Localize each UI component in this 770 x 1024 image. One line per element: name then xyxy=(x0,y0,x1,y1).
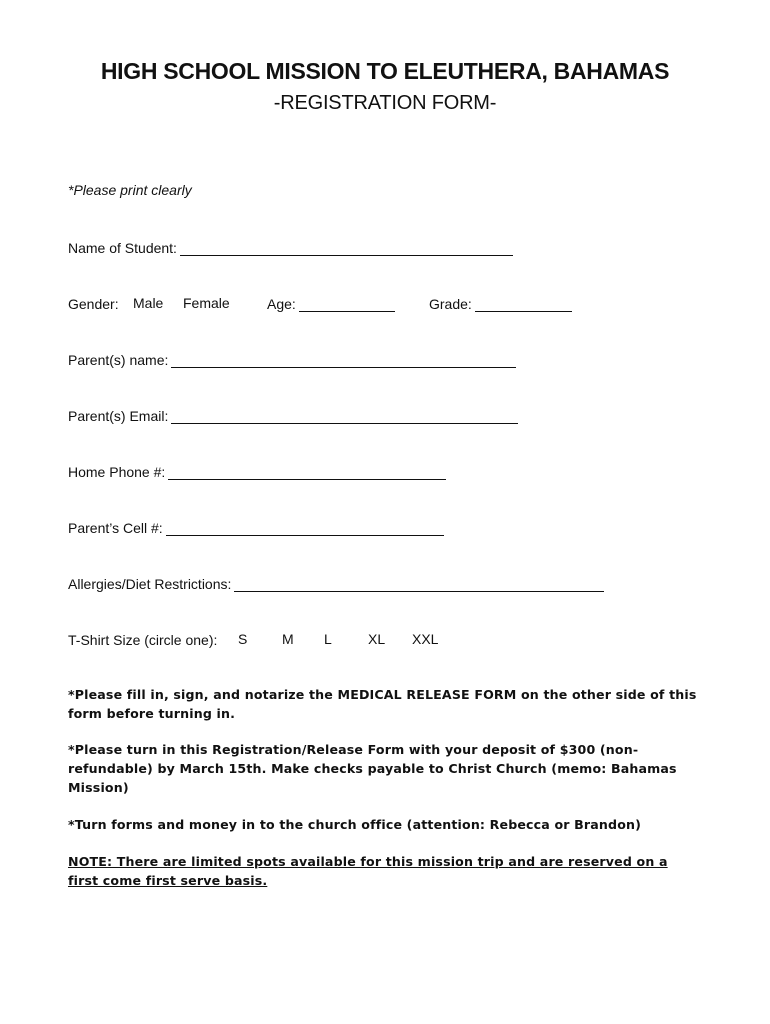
allergies-label: Allergies/Diet Restrictions: xyxy=(68,576,232,592)
tshirt-label: T-Shirt Size (circle one): xyxy=(68,632,218,648)
parent-email-field xyxy=(68,404,518,424)
home-phone-field xyxy=(68,460,446,480)
age-field xyxy=(267,292,395,312)
medical-release-instruction: *Please fill in, sign, and notarize the MEDICAL RELEASE FORM on the other side of this form before turning in. xyxy=(68,687,697,721)
tshirt-size-s[interactable]: S xyxy=(238,631,248,647)
grade-input-line[interactable] xyxy=(475,297,572,312)
tshirt-size-xl[interactable]: XL xyxy=(368,631,386,647)
student-name-field xyxy=(68,236,513,256)
parent-email-label: Parent(s) Email: xyxy=(68,408,169,424)
form-title: HIGH SCHOOL MISSION TO ELEUTHERA, BAHAMAS xyxy=(100,58,670,84)
allergies-field xyxy=(68,572,604,592)
parent-cell-input-line[interactable] xyxy=(166,521,444,536)
gender-option-female[interactable]: Female xyxy=(183,295,230,311)
age-input-line[interactable] xyxy=(299,297,395,312)
tshirt-size-l[interactable]: L xyxy=(324,631,332,647)
grade-label: Grade: xyxy=(429,296,472,312)
deposit-instruction: *Please turn in this Registration/Release Form with your deposit of $300 (non-refundable) by March 15th. Make checks payable to Christ Church (memo: Bahamas Mission) xyxy=(68,742,677,795)
allergies-input-line[interactable] xyxy=(234,577,604,592)
tshirt-field xyxy=(68,628,217,648)
gender-option-male[interactable]: Male xyxy=(133,295,164,311)
parent-name-input-line[interactable] xyxy=(171,353,516,368)
tshirt-size-xxl[interactable]: XXL xyxy=(412,631,439,647)
parent-cell-label: Parent’s Cell #: xyxy=(68,520,163,536)
gender-label: Gender: xyxy=(68,296,119,312)
parent-email-input-line[interactable] xyxy=(171,409,518,424)
turn-in-instruction: *Turn forms and money in to the church office (attention: Rebecca or Brandon) xyxy=(68,817,642,832)
tshirt-size-m[interactable]: M xyxy=(282,631,294,647)
student-name-label: Name of Student: xyxy=(68,240,177,256)
parent-name-field xyxy=(68,348,516,368)
student-name-input-line[interactable] xyxy=(180,241,513,256)
limited-spots-note: NOTE: There are limited spots available for this mission trip and are reserved on a first come first serve basis. xyxy=(68,854,668,888)
print-clearly-note: *Please print clearly xyxy=(68,182,192,198)
age-label: Age: xyxy=(267,296,296,312)
home-phone-input-line[interactable] xyxy=(168,465,446,480)
parent-name-label: Parent(s) name: xyxy=(68,352,169,368)
gender-field xyxy=(68,292,119,312)
form-subtitle: -REGISTRATION FORM- xyxy=(273,92,497,114)
grade-field xyxy=(429,292,572,312)
home-phone-label: Home Phone #: xyxy=(68,464,166,480)
parent-cell-field xyxy=(68,516,444,536)
